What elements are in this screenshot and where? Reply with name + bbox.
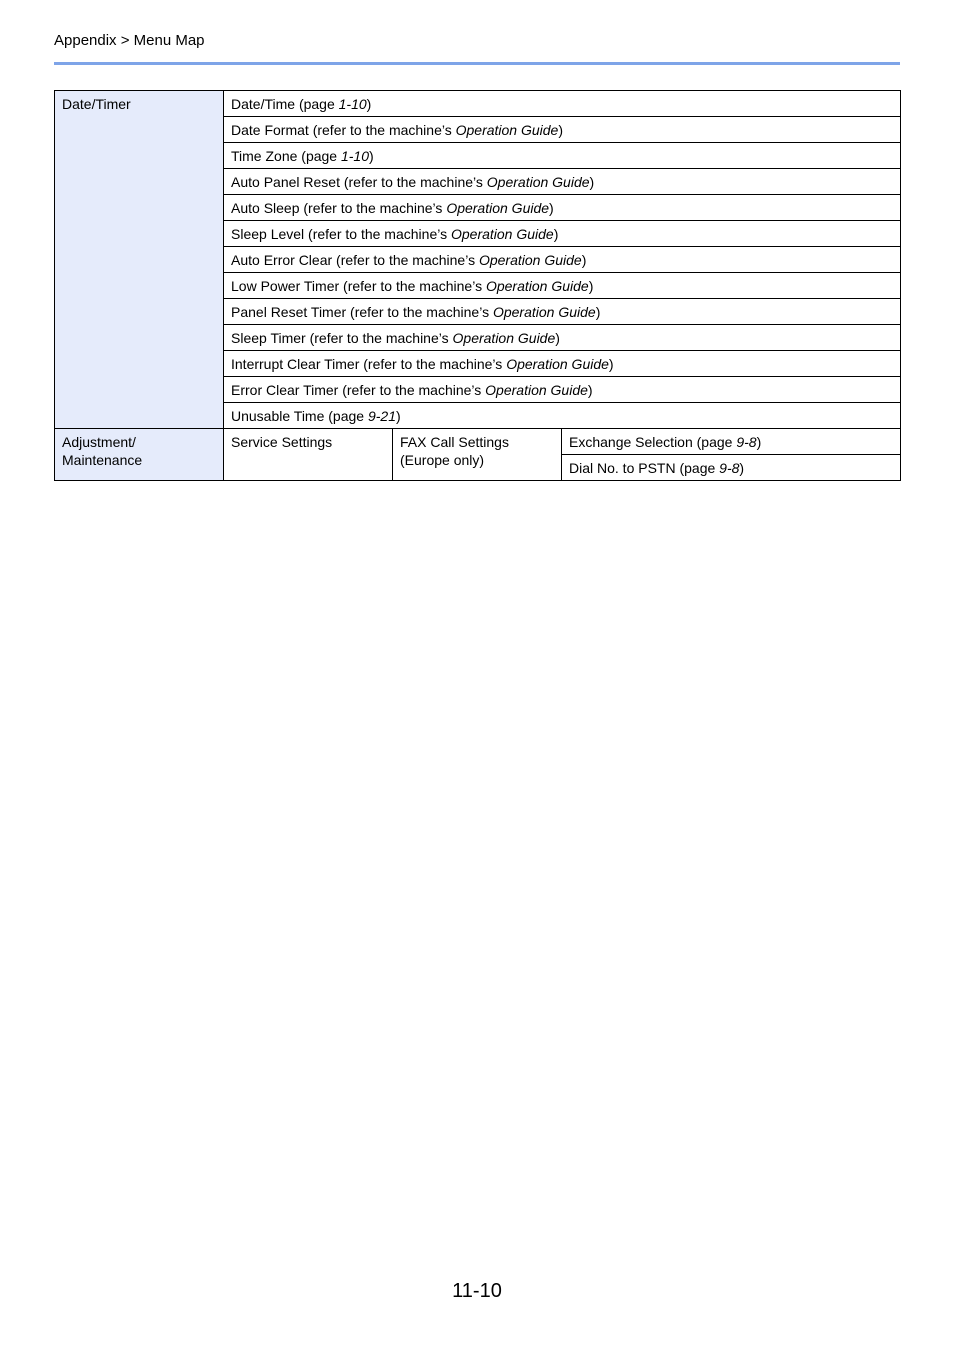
menu-item-unusable-time: Unusable Time (page 9-21) (224, 403, 901, 429)
guide-reference: Operation Guide (485, 382, 588, 398)
menu-item-panel-reset-timer: Panel Reset Timer (refer to the machine’s Operation Guide) (224, 299, 901, 325)
menu-item-exchange-selection: Exchange Selection (page 9-8) (562, 429, 901, 455)
category-date-timer: Date/Timer (55, 91, 224, 429)
menu-item-dial-no-to-pstn: Dial No. to PSTN (page 9-8) (562, 455, 901, 481)
breadcrumb: Appendix > Menu Map (54, 32, 205, 49)
guide-reference: Operation Guide (486, 174, 590, 190)
page-reference: 1-10 (340, 148, 370, 164)
menu-item-interrupt-clear-timer: Interrupt Clear Timer (refer to the machine’s Operation Guide) (224, 351, 901, 377)
category-adjustment-maintenance: Adjustment/ Maintenance (55, 429, 224, 481)
page-reference: 9-21 (367, 408, 396, 424)
page-reference: 9-8 (719, 460, 740, 476)
menu-item-time-zone: Time Zone (page 1-10) (224, 143, 901, 169)
page-number: 11-10 (452, 1280, 502, 1302)
menu-item-service-settings: Service Settings (224, 429, 393, 481)
menu-item-auto-error-clear: Auto Error Clear (refer to the machine’s Operation Guide) (224, 247, 901, 273)
guide-reference: Operation Guide (455, 122, 559, 138)
header-divider (54, 62, 900, 65)
table-row (55, 429, 901, 455)
guide-reference: Operation Guide (492, 304, 596, 320)
menu-item-error-clear-timer: Error Clear Timer (refer to the machine’s Operation Guide) (224, 377, 901, 403)
menu-item-fax-call-settings: FAX Call Settings (Europe only) (393, 429, 562, 481)
menu-map-table (54, 90, 901, 481)
guide-reference: Operation Guide (452, 330, 556, 346)
guide-reference: Operation Guide (506, 356, 609, 372)
menu-item-date-time: Date/Time (page 1-10) (224, 91, 901, 117)
guide-reference: Operation Guide (450, 226, 554, 242)
menu-item-date-format: Date Format (refer to the machine’s Operation Guide) (224, 117, 901, 143)
menu-item-sleep-timer: Sleep Timer (refer to the machine’s Operation Guide) (224, 325, 901, 351)
menu-item-auto-panel-reset: Auto Panel Reset (refer to the machine’s Operation Guide) (224, 169, 901, 195)
menu-item-sleep-level: Sleep Level (refer to the machine’s Operation Guide) (224, 221, 901, 247)
page-reference: 1-10 (338, 96, 367, 112)
guide-reference: Operation Guide (478, 252, 582, 268)
page-reference: 9-8 (736, 434, 757, 450)
guide-reference: Operation Guide (446, 200, 550, 216)
guide-reference: Operation Guide (485, 278, 589, 294)
menu-item-low-power-timer: Low Power Timer (refer to the machine’s Operation Guide) (224, 273, 901, 299)
menu-item-auto-sleep: Auto Sleep (refer to the machine’s Operation Guide) (224, 195, 901, 221)
table-row (55, 91, 901, 117)
